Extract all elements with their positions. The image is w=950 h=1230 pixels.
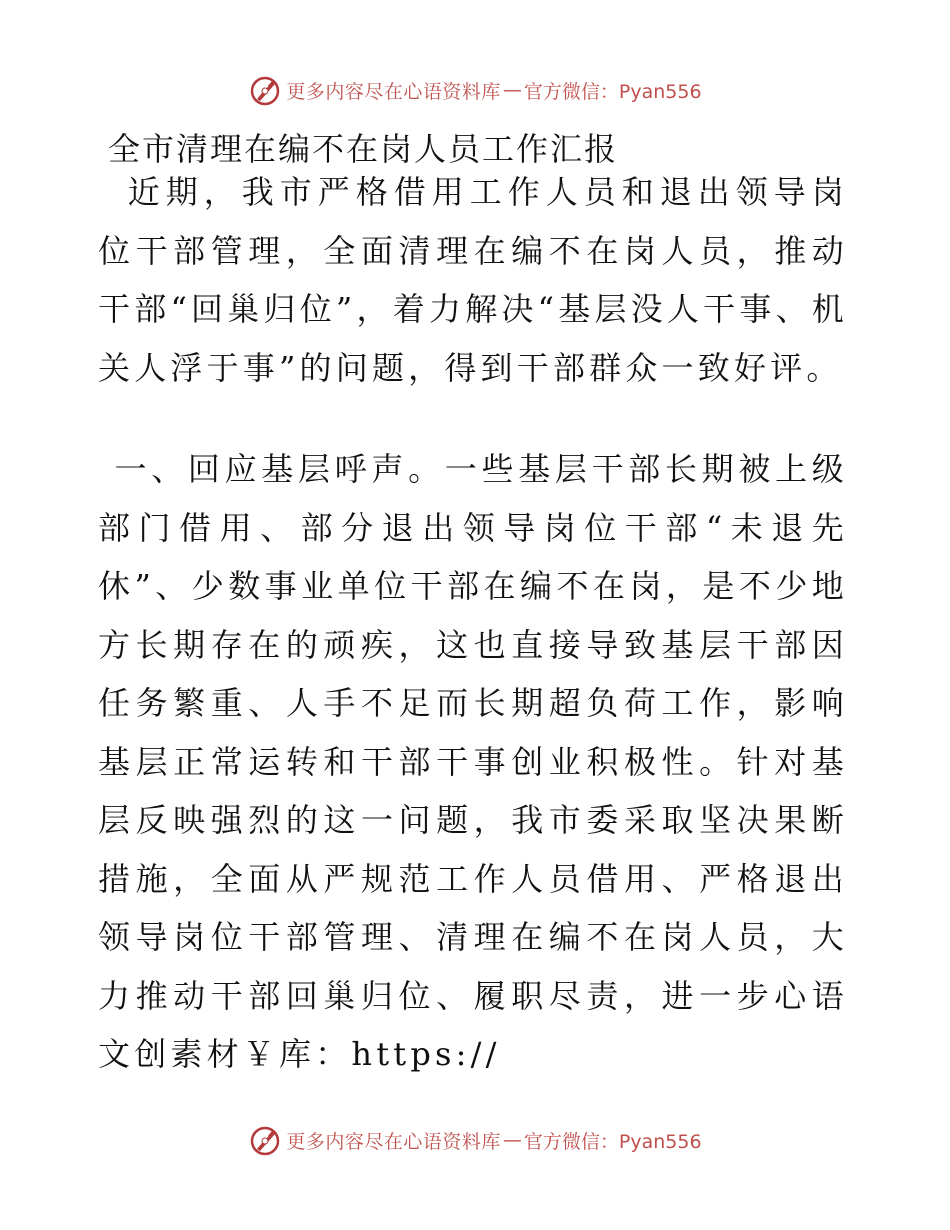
banner-official-account: 官方微信：Pyan556 bbox=[523, 1130, 702, 1153]
header-banner bbox=[0, 70, 950, 110]
banner-official-account: 官方微信：Pyan556 bbox=[523, 80, 702, 103]
footer-banner bbox=[0, 1120, 950, 1160]
banner-text: 更多内容尽在心语资料库 bbox=[286, 1130, 501, 1153]
document-title: 全市清理在编不在岗人员工作汇报 bbox=[108, 130, 619, 168]
feather-pen-circle-icon bbox=[248, 73, 282, 107]
banner-text: 更多内容尽在心语资料库 bbox=[286, 80, 501, 103]
banner-separator: — bbox=[502, 79, 522, 101]
paragraph-intro bbox=[98, 163, 848, 397]
paragraph-section-1-text: 一、回应基层呼声。一些基层干部长期被上级部门借用、部分退出领导岗位干部“未退先休”、少数事业单位干部在编不在岗，是不少地方长期存在的顽疾，这也直接导致基层干部因任务繁重、人手不足而长期超负荷工作，影响基层正常运转和干部干事创业积极性。针对基层反映强烈的这一问题，我市委采取坚决果断措施，全面从严规范工作人员借用、严格退出领导岗位干部管理、清理在编不在岗人员，大力推动干部回巢归位、履职尽责，进一步心语文创素材￥库：https:// bbox=[98, 450, 848, 1073]
paragraph-section-1 bbox=[98, 440, 848, 1084]
feather-pen-circle-icon bbox=[248, 1123, 282, 1157]
banner-separator: — bbox=[502, 1129, 522, 1151]
paragraph-intro-text: 近期，我市严格借用工作人员和退出领导岗位干部管理，全面清理在编不在岗人员，推动干部“回巢归位”，着力解决“基层没人干事、机关人浮于事”的问题，得到干部群众一致好评。 bbox=[98, 173, 848, 387]
